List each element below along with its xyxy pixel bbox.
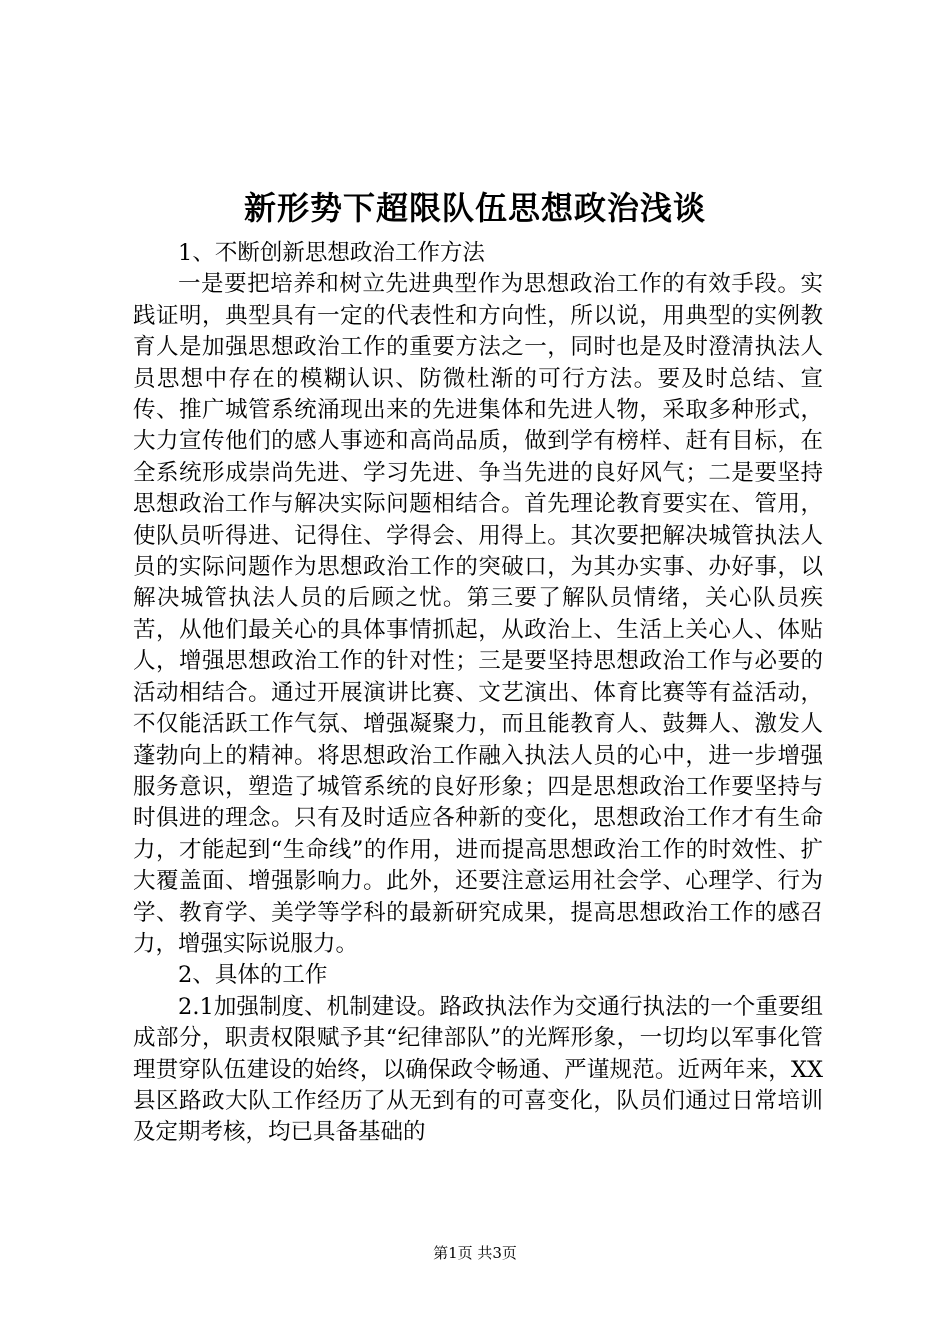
section-paragraph-2: 2.1加强制度、机制建设。路政执法作为交通行执法的一个重要组成部分，职责权限赋予其“纪律部队”的光辉形象，一切均以军事化管理贯穿队伍建设的始终，以确保政令畅通、严谨规范。近两年来，XX县区路政大队工作经历了从无到有的可喜变化，队员们通过日常培训及定期考核，均已具备基础的	[133, 993, 823, 1146]
page-footer: 第1页 共3页	[433, 1244, 517, 1262]
section-heading-1: 1、不断创新思想政治工作方法	[178, 240, 485, 266]
document-body	[133, 238, 823, 1149]
page-title: 新形势下超限队伍思想政治浅谈	[243, 189, 706, 227]
section-paragraph-1: 一是要把培养和树立先进典型作为思想政治工作的有效手段。实践证明，典型具有一定的代表性和方向性，所以说，用典型的实例教育人是加强思想政治工作的重要方法之一，同时也是及时澄清执法人员思想中存在的模糊认识、防微杜渐的可行方法。要及时总结、宣传、推广城管系统涌现出来的先进集体和先进人物，采取多种形式，大力宣传他们的感人事迹和高尚品质，做到学有榜样、赶有目标，在全系统形成崇尚先进、学习先进、争当先进的良好风气；二是要坚持思想政治工作与解决实际问题相结合。首先理论教育要实在、管用，使队员听得进、记得住、学得会、用得上。其次要把解决城管执法人员的实际问题作为思想政治工作的突破口，为其办实事、办好事，以解决城管执法人员的后顾之忧。第三要了解队员情绪，关心队员疾苦，从他们最关心的具体事情抓起，从政治上、生活上关心人、体贴人，增强思想政治工作的针对性；三是要坚持思想政治工作与必要的活动相结合。通过开展演讲比赛、文艺演出、体育比赛等有益活动，不仅能活跃工作气氛、增强凝聚力，而且能教育人、鼓舞人、激发人蓬勃向上的精神。将思想政治工作融入执法人员的心中，进一步增强服务意识，塑造了城管系统的良好形象；四是思想政治工作要坚持与时俱进的理念。只有及时适应各种新的变化，思想政治工作才有生命力，才能起到“生命线”的作用，进而提高思想政治工作的时效性、扩大覆盖面、增强影响力。此外，还要注意运用社会学、心理学、行为学、教育学、美学等学科的最新研究成果，提高思想政治工作的感召力，增强实际说服力。	[133, 271, 823, 957]
section-heading-2: 2、具体的工作	[178, 962, 328, 989]
